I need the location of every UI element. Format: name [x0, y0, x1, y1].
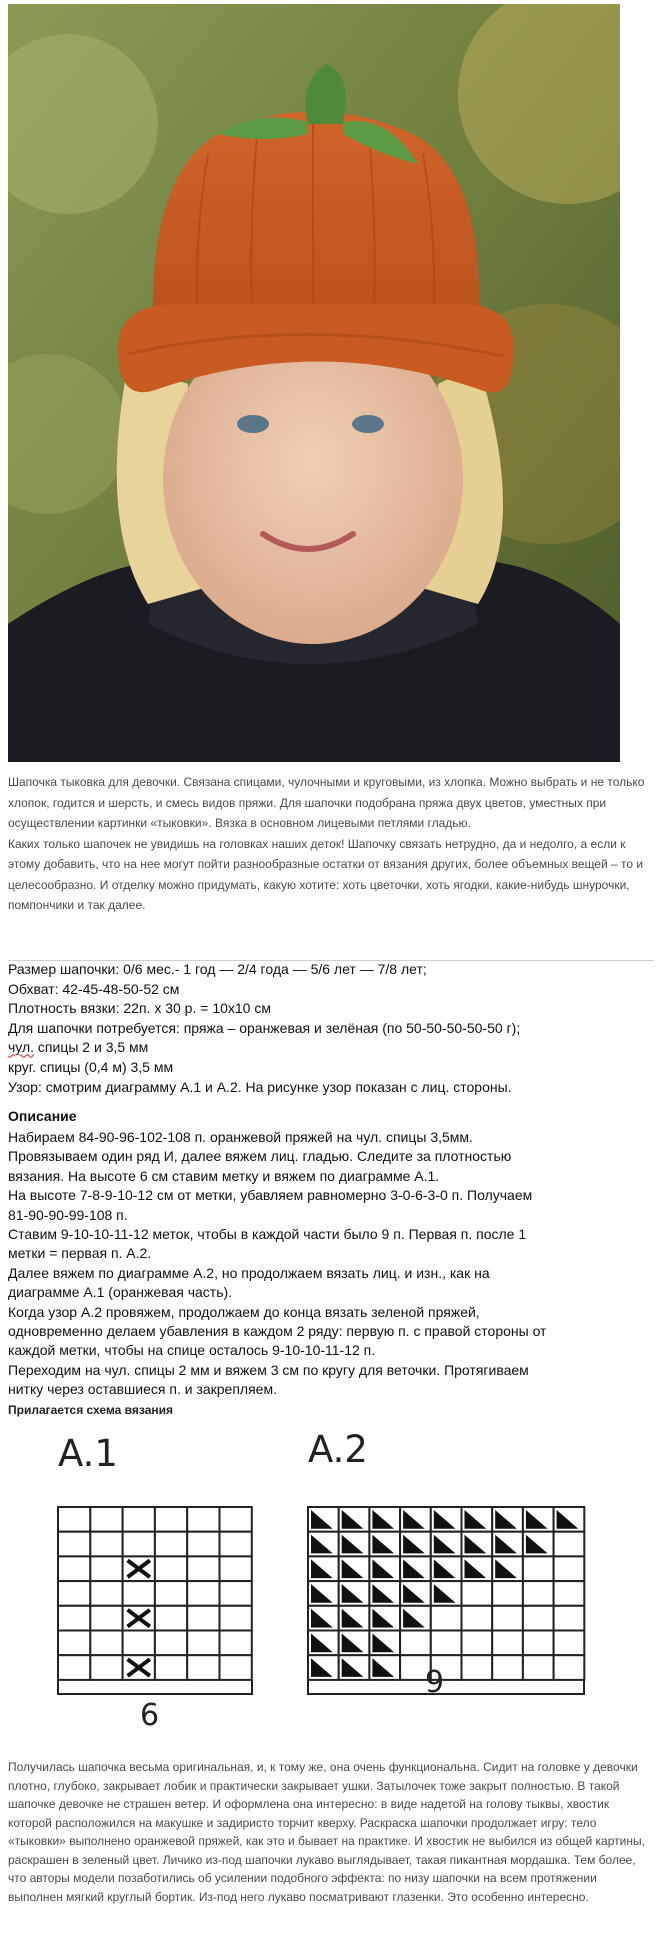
- chart-a1-cell: [220, 1655, 252, 1680]
- description-line: вязания. На высоте 6 см ставим метку и вяжем по диаграмме А.1.: [8, 1167, 440, 1184]
- description-line: На высоте 7-8-9-10-12 см от метки, убавляем равномерно 3-0-6-3-0 п. Получаем: [8, 1187, 533, 1204]
- chart-a1-cell: [155, 1631, 187, 1656]
- chart-a1-cell: [58, 1507, 90, 1532]
- chart-a1-stitch-count: 6: [140, 1698, 160, 1733]
- outro-paragraph: Получилась шапочка весьма оригинальная, и, к тому же, она очень функциональна. Сидит на головке у девочки плотно, глубоко, закрывает лобик и практически закрывает ушки. Затылочек тоже закрыт полностью. В такой шапочке девочке не страшен ветер. И оформлена она интересно: в виде надетой на голову тыквы, хвостик которой расположился на макушке и задиристо торчит кверху. Раскраска шапочки продолжает игру: тело «тыковки» выполнено оранжевой пряжей, как это и бывает на практике. И хвостик не выбился из общей картины, раскрашен в зеленый цвет. Личико из-под шапочки лукаво выглядывает, такая пикантная мордашка. Тем более, что авторы модели позаботились об усилении подобного эффекта: по низу шапочки на всем протяжении выполнен мягкий круглый бортик. Из-под него лукаво посматривают глазенки. Это особенно интересно.: [8, 1760, 645, 1904]
- chart-a2-cell: [431, 1606, 462, 1631]
- chart-a2-cell: [523, 1631, 554, 1656]
- description-line: [8, 1361, 648, 1380]
- chart-a1-cell: [155, 1556, 187, 1581]
- chart-a2-cell: [492, 1581, 523, 1606]
- chart-a1-cell: [58, 1556, 90, 1581]
- spec-size: Размер шапочки: 0/6 мес.- 1 год — 2/4 года — 5/6 лет — 7/8 лет;: [8, 961, 427, 977]
- spec-pattern: Узор: смотрим диаграмму А.1 и А.2. На рисунке узор показан с лиц. стороны.: [8, 1078, 512, 1095]
- chart-a2-grid: [308, 1507, 584, 1680]
- description-heading: Описание: [8, 1108, 77, 1124]
- chart-a1-cell: [220, 1631, 252, 1656]
- spellcheck-word: чул.: [104, 1361, 131, 1378]
- chart-a1-grid: [58, 1507, 252, 1680]
- chart-a2-stitch-count: 9: [425, 1665, 445, 1700]
- chart-a1-cell: [220, 1507, 252, 1532]
- chart-a2-cell: [554, 1556, 585, 1581]
- chart-a1-cell: [58, 1581, 90, 1606]
- spec-needles-rest: спицы 2 и 3,5 мм: [34, 1039, 149, 1056]
- chart-a1-cell: [187, 1532, 219, 1557]
- chart-a2-cell: [554, 1631, 585, 1656]
- chart-a2-bracket: [308, 1680, 584, 1694]
- chart-a1-cell: [220, 1606, 252, 1631]
- chart-a1-cell: [58, 1532, 90, 1557]
- description-body: [8, 1128, 648, 1400]
- description-line: диаграмме А.1 (оранжевая часть).: [8, 1284, 233, 1301]
- chart-a1-cell: [58, 1606, 90, 1631]
- description-line: Ставим 9-10-10-11-12 меток, чтобы в каждой части было 9 п. Первая п. после 1: [8, 1226, 527, 1243]
- spec-girth: Обхват: 42-45-48-50-52 см: [8, 980, 180, 997]
- description-line-end: спицы 2 мм и вяжем 3 см по кругу для веточки. Протягиваем: [130, 1361, 529, 1378]
- spellcheck-word: чул.: [8, 1039, 35, 1056]
- chart-a2-cell: [431, 1631, 462, 1656]
- chart-a1-cell: [58, 1655, 90, 1680]
- chart-a2-cell: [492, 1631, 523, 1656]
- chart-a2-cell: [523, 1581, 554, 1606]
- chart-a1-cell: [187, 1606, 219, 1631]
- girl-in-pumpkin-hat-photo: [8, 4, 620, 762]
- chart-a1-cell: [187, 1507, 219, 1532]
- spec-gauge: Плотность вязки: 22п. х 30 р. = 10х10 см: [8, 1000, 271, 1017]
- description-line: Далее вяжем по диаграмме А.2, но продолжаем вязать лиц. и изн., как на: [8, 1264, 490, 1281]
- intro-text: [8, 772, 654, 916]
- description-line: метки = первая п. А.2.: [8, 1245, 152, 1262]
- chart-a2-cell: [523, 1606, 554, 1631]
- description-line-start: Переходим на: [8, 1361, 105, 1378]
- chart-a2-cell: [492, 1655, 523, 1680]
- description-line: каждой метки, чтобы на спице осталось 9-10-10-11-12 п.: [8, 1342, 376, 1359]
- spec-materials: Для шапочки потребуется: пряжа – оранжевая и зелёная (по 50-50-50-50-50 г);: [8, 1019, 521, 1036]
- chart-a1-cell: [220, 1556, 252, 1581]
- chart-a1-cell: [123, 1532, 155, 1557]
- hat-specs: [8, 960, 648, 1097]
- description-line: Когда узор А.2 провяжем, продолжаем до конца вязать зеленой пряжей,: [8, 1303, 480, 1320]
- scheme-title: Прилагается схема вязания: [8, 1403, 174, 1417]
- description-line: Набираем 84-90-96-102-108 п. оранжевой пряжей на чул. спицы 3,5мм.: [8, 1129, 473, 1145]
- description-line: 81-90-90-99-108 п.: [8, 1206, 128, 1223]
- chart-a1-cell: [90, 1581, 122, 1606]
- chart-a1-cell: [90, 1556, 122, 1581]
- chart-a2-cell: [554, 1655, 585, 1680]
- chart-a2-label: A.2: [308, 1428, 368, 1471]
- chart-a1-cell: [187, 1655, 219, 1680]
- description-line: Провязываем один ряд И, далее вяжем лиц. гладью. Следите за плотностью: [8, 1148, 512, 1165]
- chart-a1-cell: [155, 1532, 187, 1557]
- chart-a2-cell: [462, 1655, 493, 1680]
- chart-a2-cell: [492, 1606, 523, 1631]
- description-line: одновременно делаем убавления в каждом 2 ряду: первую п. с правой стороны от: [8, 1323, 547, 1340]
- chart-a1-cell: [155, 1581, 187, 1606]
- chart-a2-cell: [523, 1556, 554, 1581]
- intro-paragraph: Каких только шапочек не увидишь на головках наших деток! Шапочку связать нетрудно, да и недолго, а если к этому добавить, что на нее могут пойти разнообразные остатки от вязания других, более объемных вещей – то и целесообразно. И отделку можно придумать, какую хотите: хоть цветочки, хоть ягодки, какие-нибудь шнурочки, помпончики и так далее.: [8, 836, 644, 912]
- intro-paragraph: Шапочка тыковка для девочки. Связана спицами, чулочными и круговыми, из хлопка. Можно выбрать и не только хлопок, годится и шерсть, и смесь видов пряжи. Для шапочки подобрана пряжа двух цветов, уместных при осуществлении картинки «тыковки». Вязка в основном лицевыми петлями гладью.: [8, 775, 645, 830]
- chart-a1-cell: [58, 1631, 90, 1656]
- chart-a2-cell: [554, 1532, 585, 1557]
- spec-circular-needles: круг. спицы (0,4 м) 3,5 мм: [8, 1058, 174, 1075]
- chart-a1-cell: [90, 1631, 122, 1656]
- description-line: нитку через оставшиеся п. и закрепляем.: [8, 1381, 277, 1398]
- chart-a1-cell: [90, 1532, 122, 1557]
- knitting-charts: [40, 1428, 620, 1733]
- chart-a2-cell: [462, 1581, 493, 1606]
- chart-a2-cell: [400, 1631, 431, 1656]
- chart-a2-cell: [462, 1631, 493, 1656]
- chart-a2-cell: [523, 1655, 554, 1680]
- outro-text: [8, 1758, 654, 1906]
- chart-a1-cell: [220, 1532, 252, 1557]
- chart-a1-cell: [90, 1507, 122, 1532]
- chart-a2-cell: [462, 1606, 493, 1631]
- chart-a1-cell: [155, 1655, 187, 1680]
- chart-a1-cell: [220, 1581, 252, 1606]
- chart-a1-cell: [187, 1631, 219, 1656]
- chart-a1-cell: [155, 1606, 187, 1631]
- chart-a1-cell: [155, 1507, 187, 1532]
- chart-a2-cell: [554, 1606, 585, 1631]
- chart-a1-cell: [123, 1507, 155, 1532]
- chart-a2-cell: [554, 1581, 585, 1606]
- chart-a1-cell: [90, 1606, 122, 1631]
- chart-a1-cell: [187, 1556, 219, 1581]
- charts-svg: [40, 1432, 620, 1732]
- chart-a1-label: A.1: [58, 1432, 118, 1475]
- chart-a1-cell: [90, 1655, 122, 1680]
- chart-a1-cell: [123, 1581, 155, 1606]
- chart-a1-cell: [123, 1631, 155, 1656]
- chart-a1-cell: [187, 1581, 219, 1606]
- spec-needles: [8, 1038, 648, 1058]
- chart-a1-bracket: [58, 1680, 252, 1694]
- hat-photo: [8, 4, 620, 762]
